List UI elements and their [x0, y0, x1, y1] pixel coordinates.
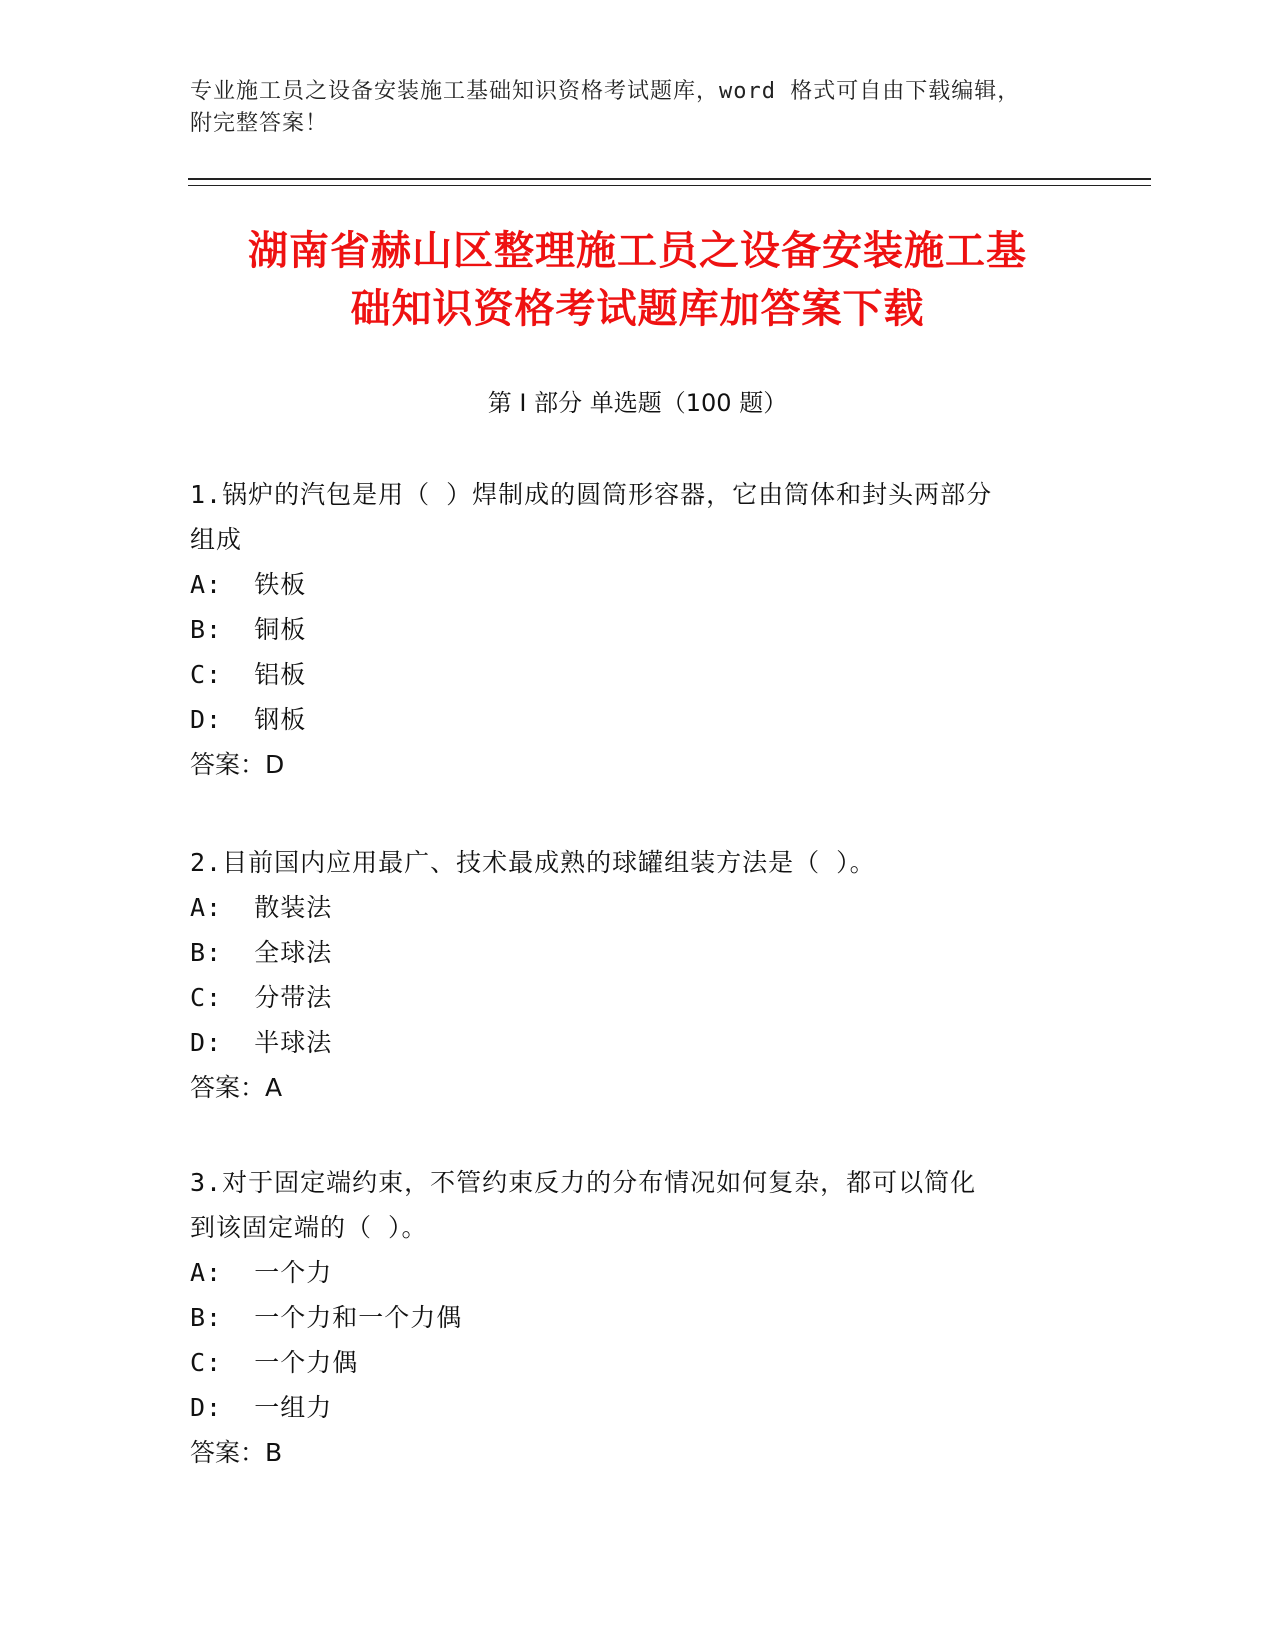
- header-note-line-1: 专业施工员之设备安装施工基础知识资格考试题库，word 格式可自由下载编辑，: [190, 79, 1021, 104]
- question-2: [190, 840, 1090, 1110]
- document-title-line-1: 湖南省赫山区整理施工员之设备安装施工基: [248, 228, 1027, 274]
- question-stem-line-1: 1.锅炉的汽包是用（ ）焊制成的圆筒形容器，它由筒体和封头两部分: [190, 480, 993, 509]
- question-stem-line-2: 组成: [190, 525, 243, 554]
- option-d: D: 半球法: [190, 1028, 333, 1057]
- answer-line: 答案：D: [190, 750, 285, 779]
- question-1: [190, 472, 1090, 787]
- header-divider-thin: [188, 185, 1151, 186]
- option-a: A: 铁板: [190, 570, 307, 599]
- option-d: D: 钢板: [190, 705, 307, 734]
- option-a: A: 散装法: [190, 893, 333, 922]
- option-c: C: 分带法: [190, 983, 333, 1012]
- option-d: D: 一组力: [190, 1393, 333, 1422]
- option-b: B: 一个力和一个力偶: [190, 1303, 463, 1332]
- question-3: [190, 1160, 1090, 1475]
- question-stem-line-2: 到该固定端的（ ）。: [190, 1213, 428, 1242]
- answer-line: 答案：A: [190, 1073, 283, 1102]
- header-note: [190, 76, 1090, 140]
- question-stem-line-1: 3.对于固定端约束，不管约束反力的分布情况如何复杂，都可以简化: [190, 1168, 977, 1197]
- header-divider-thick: [188, 178, 1151, 180]
- option-c: C: 一个力偶: [190, 1348, 359, 1377]
- option-c: C: 铝板: [190, 660, 307, 689]
- question-stem-line-1: 2.目前国内应用最广、技术最成熟的球罐组装方法是（ ）。: [190, 848, 876, 877]
- document-title-line-2: 础知识资格考试题库加答案下载: [350, 286, 925, 332]
- option-b: B: 铜板: [190, 615, 307, 644]
- option-a: A: 一个力: [190, 1258, 333, 1287]
- document-title: [160, 222, 1115, 338]
- option-b: B: 全球法: [190, 938, 333, 967]
- answer-line: 答案：B: [190, 1438, 283, 1467]
- header-note-line-2: 附完整答案！: [190, 111, 329, 136]
- section-heading: 第 I 部分 单选题（100 题）: [487, 389, 788, 417]
